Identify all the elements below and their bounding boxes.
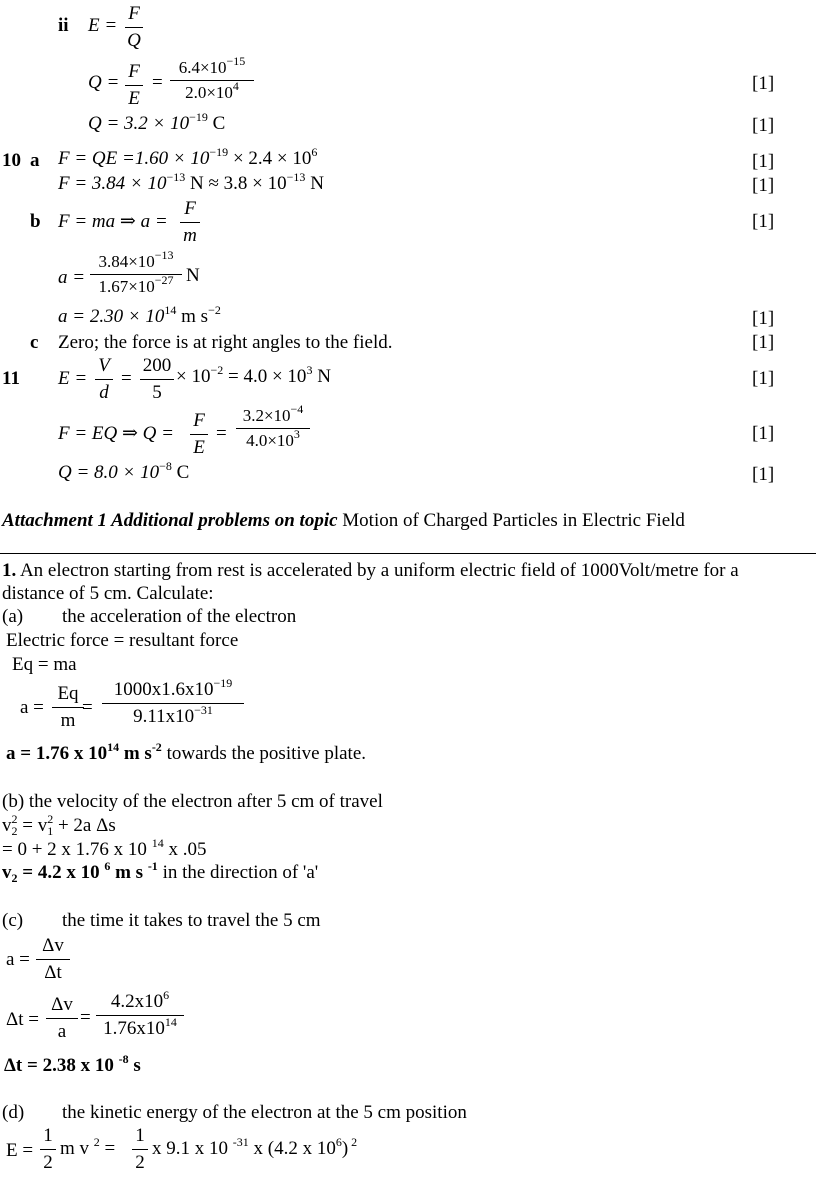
equation-lhs: Δt = [6, 1009, 39, 1030]
equation-lhs: E = [88, 15, 118, 36]
equation-line: F = QE $=1.60 \times 10^{-19} \times 2.4 \times 10^6$ [58, 145, 318, 169]
equation-lhs: F = ma ⇒ a = [58, 211, 168, 232]
unit: N [186, 265, 200, 286]
subpart-label-c: (c) [2, 910, 24, 931]
part-label-b: b [30, 211, 41, 232]
working-line: Electric force = resultant force [6, 630, 239, 651]
question-number-10: 10 [2, 150, 21, 171]
equals-sign: = [82, 697, 93, 718]
subpart-label-d: (d) [2, 1102, 25, 1123]
answer-text: Zero; the force is at right angles to the field. [58, 332, 393, 353]
equation-rest: × $10^{-2} = 4.0 \times 10^3$ N [176, 363, 331, 387]
fraction: F E [190, 411, 208, 457]
horizontal-rule [0, 553, 816, 554]
part-label-c: c [30, 332, 39, 353]
problem-statement-cont: distance of 5 cm. Calculate: [2, 583, 214, 604]
result-line: $v_2 = 4.2$ x 10 $^6$ m s $^{-1}$ in the direction of 'a' [2, 859, 319, 885]
equation-rest: x 9.1 x 10 $^{-31}$ x (4.2 x $10^6$) $^2$ [152, 1135, 358, 1159]
equation-lhs: a = [58, 267, 86, 288]
fraction: V d [95, 356, 113, 402]
equation-lhs: Q = [88, 72, 120, 93]
result-line: a = 1.76 x $10^{14}$ m $s^{-2}$ towards the positive plate. [6, 740, 367, 764]
working-line: $v_2^2 = v_1^2 + 2a$ Δs [2, 812, 116, 838]
fraction: $6.4\times 10^{-15}$ $2.0\times 10^4$ [170, 59, 254, 101]
equation-mid: m v $^2$ = [60, 1135, 116, 1159]
subpart-text-b: (b) the velocity of the electron after 5 cm of travel [2, 791, 383, 812]
working-line: = 0 + 2 x 1.76 x 10 $^{14}$ x .05 [2, 836, 207, 860]
equals-sign: = [121, 368, 132, 389]
fraction: 1 2 [40, 1126, 56, 1172]
fraction: F Q [125, 4, 143, 50]
part-label-a: a [30, 150, 40, 171]
problem-statement: 1. An electron starting from rest is accelerated by a uniform electric field of 1000Volt/metre for a [2, 560, 739, 581]
subpart-text-c: the time it takes to travel the 5 cm [62, 910, 321, 931]
fraction: Δv Δt [36, 936, 70, 982]
fraction: $3.84\times 10^{-13}$ $1.67\times 10^{-27}$ [90, 253, 182, 295]
mark: [1] [752, 73, 775, 94]
equation-lhs: a = [6, 949, 30, 970]
result-line: $a = 2.30 \times 10^{14}$ m $s^{-2}$ [58, 303, 221, 327]
fraction: 200 5 [140, 356, 174, 402]
fraction: F m [180, 199, 200, 245]
result-line: Δt = 2.38 x 10 $^{-8}$ s [4, 1052, 141, 1076]
subpart-text-d: the kinetic energy of the electron at the 5 cm position [62, 1102, 467, 1123]
fraction: $4.2x10^6$ $1.76x10^{14}$ [96, 992, 184, 1038]
equation-lhs: a = [20, 697, 44, 718]
fraction: F E [125, 62, 143, 108]
result-line: $Q = 8.0 \times 10^{-8}$ C [58, 459, 190, 483]
mark: [1] [752, 115, 775, 136]
equation-line: $F = 3.84 \times 10^{-13}$ $N \approx 3.8 \times 10^{-13}$ N [58, 170, 324, 194]
result-line: $Q = 3.2 \times 10^{-19}$ C [88, 110, 226, 134]
mark: [1] [752, 308, 775, 329]
fraction: 1 2 [132, 1126, 148, 1172]
fraction: $3.2\times 10^{-4}$ $4.0\times 10^3$ [236, 407, 310, 449]
fraction: $1000x1.6x10^{-19}$ $9.11x10^{-31}$ [102, 680, 244, 726]
subpart-text-a: the acceleration of the electron [62, 606, 297, 627]
fraction: Δv a [46, 995, 78, 1041]
part-label-ii: ii [58, 15, 69, 36]
equals-sign: = [216, 423, 227, 444]
mark: [1] [752, 332, 775, 353]
subpart-label-a: (a) [2, 606, 24, 627]
equals-sign: = [152, 72, 163, 93]
mark: [1] [752, 151, 775, 172]
fraction: Eq m [52, 684, 84, 730]
mark: [1] [752, 211, 775, 232]
attachment-heading: Attachment 1 Additional problems on topic Motion of Charged Particles in Electric Field [2, 510, 685, 531]
mark: [1] [752, 175, 775, 196]
equation-lhs: E = [6, 1140, 34, 1161]
equals-sign: = [80, 1007, 91, 1028]
mark: [1] [752, 423, 775, 444]
equation-lhs: F = EQ ⇒ Q = [58, 423, 174, 444]
mark: [1] [752, 368, 775, 389]
working-line: Eq = ma [12, 654, 77, 675]
question-number-11: 11 [2, 368, 20, 389]
equation-lhs: E = [58, 368, 88, 389]
mark: [1] [752, 464, 775, 485]
